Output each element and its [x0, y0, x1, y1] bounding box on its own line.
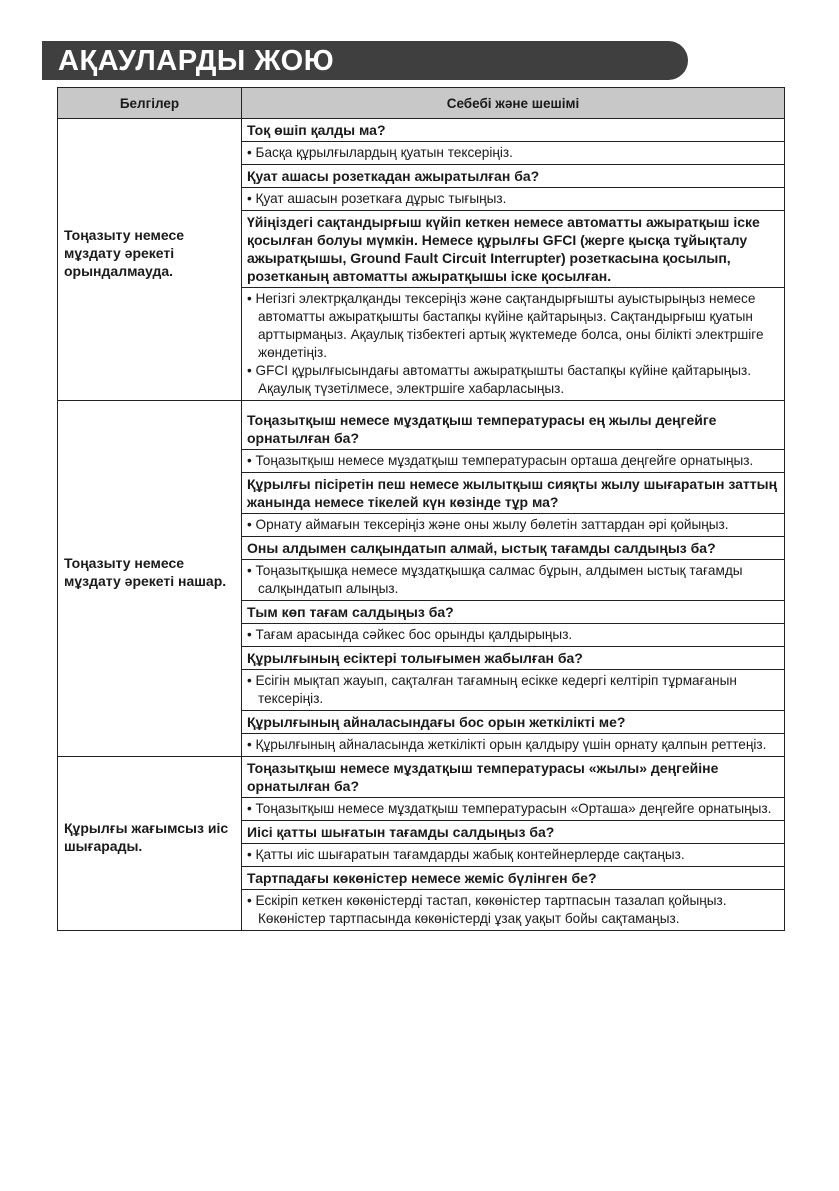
solution-item: • Ескіріп кеткен көкөністерді тастап, көкөністер тартпасын тазалап қойыңыз. Көкөністер тартпасында көкөністерді ұзақ уақыт бойы сақтамаңыз.: [247, 892, 778, 928]
table-row: [58, 757, 785, 798]
solution-item: • Тоңазытқыш немесе мұздатқыш температурасын «Орташа» деңгейге орнатыңыз.: [247, 800, 778, 818]
solution-item: • Басқа құрылғылардың қуатын тексеріңіз.: [247, 144, 778, 162]
table-row: [58, 119, 785, 142]
troubleshooting-table: [57, 87, 785, 931]
cause-question: Оны алдымен салқындатып алмай, ыстық тағамды салдыңыз ба?: [242, 537, 785, 560]
solution-cell: [242, 560, 785, 601]
symptom-text: Тоңазыту немесе мұздату әрекеті орындалмауда.: [64, 226, 185, 279]
solution-cell: [242, 142, 785, 165]
symptom-text: Құрылғы жағымсыз иіс шығарады.: [64, 819, 229, 854]
solution-item: • Қуат ашасын розеткаға дұрыс тығыңыз.: [247, 190, 778, 208]
solution-cell: [242, 288, 785, 401]
solution-cell: [242, 798, 785, 821]
symptom-cell: [58, 119, 242, 401]
table-row: [58, 401, 785, 450]
solution-cell: [242, 670, 785, 711]
cause-question: Үйіңіздегі сақтандырғыш күйіп кеткен немесе автоматты ажыратқыш іске қосылған болуы мүмкін. Немесе құрылғы GFCI (жерге қысқа тұйықталу ажыратқышы, Ground Fault Circuit Interrupter) розеткасына қосылып, розетканың автоматты ажыратқышы іске қосылған.: [242, 211, 785, 288]
page-title: АҚАУЛАРДЫ ЖОЮ: [58, 45, 335, 77]
cause-question: Тартпадағы көкөністер немесе жеміс бүлінген бе?: [242, 867, 785, 890]
solution-cell: [242, 624, 785, 647]
solution-item: • Қатты иіс шығаратын тағамдарды жабық контейнерлерде сақтаңыз.: [247, 846, 778, 864]
solution-item: • Есігін мықтап жауып, сақталған тағамның есікке кедергі келтіріп тұрмағанын тексеріңіз.: [247, 672, 778, 708]
solution-item: • GFCI құрылғысындағы автоматты ажыратқышты бастапқы күйіне қайтарыңыз. Ақаулық түзетілмесе, электршіге хабарласыңыз.: [247, 362, 778, 398]
cause-question: Құрылғының айналасындағы бос орын жеткілікті ме?: [242, 711, 785, 734]
cause-question: Тоқ өшіп қалды ма?: [242, 119, 785, 142]
title-banner: [42, 41, 688, 80]
symptom-text: Тоңазыту немесе мұздату әрекеті нашар.: [64, 554, 227, 589]
symptom-cell: [58, 757, 242, 931]
solution-item: • Тағам арасында сәйкес бос орынды қалдырыңыз.: [247, 626, 778, 644]
solution-item: • Негізгі электрқалқанды тексеріңіз және сақтандырғышты ауыстырыңыз немесе автоматты ажыратқышты бастапқы күйіне қайтарыңыз. Сақтандырғыш қуатын арттырмаңыз. Ақаулық тізбектегі артық жүктемеде болса, оны білікті электршіге жөндетіңіз.: [247, 290, 778, 362]
cause-question: Құрылғы пісіретін пеш немесе жылытқыш сияқты жылу шығаратын заттың жанында немесе тікелей күн көзінде тұр ма?: [242, 473, 785, 514]
cause-question: Тым көп тағам салдыңыз ба?: [242, 601, 785, 624]
solution-item: • Құрылғының айналасында жеткілікті орын қалдыру үшін орнату қалпын реттеңіз.: [247, 736, 778, 754]
symptom-cell: [58, 401, 242, 757]
cause-question: Тоңазытқыш немесе мұздатқыш температурасы «жылы» деңгейіне орнатылған ба?: [242, 757, 785, 798]
header-symptom: Белгілер: [58, 88, 242, 119]
solution-cell: [242, 734, 785, 757]
solution-item: • Орнату аймағын тексеріңіз және оны жылу бөлетін заттардан әрі қойыңыз.: [247, 516, 778, 534]
solution-item: • Тоңазытқышқа немесе мұздатқышқа салмас бұрын, алдымен ыстық тағамды салқындатып алыңыз.: [247, 562, 778, 598]
solution-cell: [242, 188, 785, 211]
header-cause: Себебі және шешімі: [242, 88, 785, 119]
solution-item: • Тоңазытқыш немесе мұздатқыш температурасын орташа деңгейге орнатыңыз.: [247, 452, 778, 470]
cause-question: Қуат ашасы розеткадан ажыратылған ба?: [242, 165, 785, 188]
cause-question: Тоңазытқыш немесе мұздатқыш температурасы ең жылы деңгейге орнатылған ба?: [242, 401, 785, 450]
cause-question: Құрылғының есіктері толығымен жабылған ба?: [242, 647, 785, 670]
cause-question: Иісі қатты шығатын тағамды салдыңыз ба?: [242, 821, 785, 844]
solution-cell: [242, 844, 785, 867]
solution-cell: [242, 450, 785, 473]
solution-cell: [242, 890, 785, 931]
solution-cell: [242, 514, 785, 537]
table-header-row: [58, 88, 785, 119]
